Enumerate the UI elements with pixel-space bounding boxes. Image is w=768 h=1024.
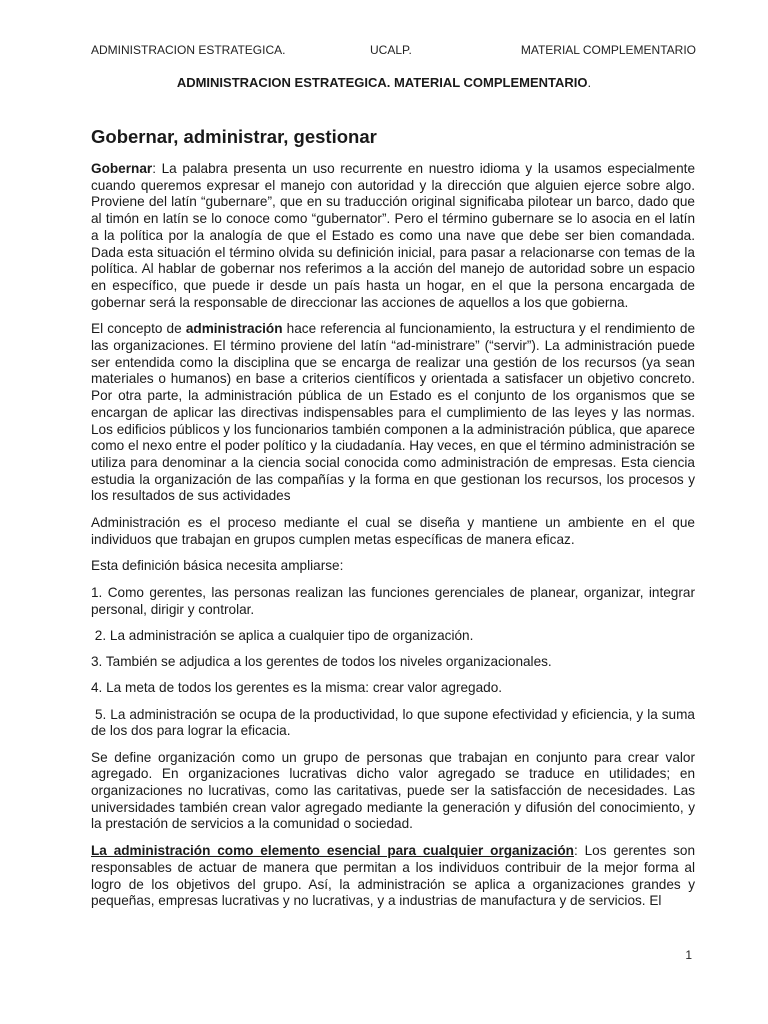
paragraph-organizacion: Se define organización como un grupo de personas que trabajan en conjunto para crear valor agregado. En organizaciones lucrativas dicho valor agregado se traduce en utilidades; en organizaciones no lucrativas, como las caritativas, puede ser la satisfacción de necesidades. Las universidades también crean valor agregado mediante la generación y difusión del conocimiento, y la prestación de servicios a la comunidad o sociedad. — [91, 749, 695, 832]
list-item-1: 1. Como gerentes, las personas realizan las funciones gerenciales de planear, organizar, integrar personal, dirigir y controlar. — [91, 585, 699, 617]
document-body — [91, 125, 699, 920]
header-center-text: UCALP. — [370, 43, 412, 57]
list-item-5: 5. La administración se ocupa de la productividad, lo que supone efectividad y eficiencia, y la suma de los dos para lograr la eficacia. — [91, 706, 699, 739]
paragraph-ampliarse: Esta definición básica necesita ampliarse: — [91, 558, 344, 574]
term-elemento-esencial: La administración como elemento esencial para cualquier organización — [91, 843, 574, 859]
header-right-text: MATERIAL COMPLEMENTARIO — [520, 43, 696, 57]
document-title-period: . — [587, 75, 592, 90]
paragraph-gobernar — [91, 161, 695, 311]
page-number: 1 — [685, 948, 692, 962]
paragraph-elemento-esencial-text: : Los gerentes son responsables de actuar de manera que permitan a los individuos contribuir de la mejor forma al logro de los objetivos del grupo. Así, la administración se aplica a organizaciones grandes y pequeñas, empresas lucrativas y no lucrativas, y a industrias de manufactura y de servicios. El — [91, 843, 696, 909]
list-item-2: 2. La administración se aplica a cualquier tipo de organización. — [91, 628, 474, 644]
list-item-4: 4. La meta de todos los gerentes es la misma: crear valor agregado. — [91, 680, 503, 696]
header-left-text: ADMINISTRACION ESTRATEGICA. — [91, 43, 286, 57]
section-heading: Gobernar, administrar, gestionar — [91, 126, 377, 147]
document-title — [0, 74, 768, 92]
paragraph-elemento-esencial — [91, 843, 695, 910]
paragraph-administracion-text: hace referencia al funcionamiento, la estructura y el rendimiento de las organizaciones. El término proviene del latín “ad-ministrare” (“servir”). La administración puede ser entendida como la disciplina que se encarga de realizar una gestión de los recursos (ya sean materiales o humanos) en base a criterios científicos y orientada a satisfacer un objetivo concreto. Por otra parte, la administración pública de un Estado es el conjunto de los organismos que se encargan de aplicar las directivas indispensables para el cumplimiento de las leyes y las normas. Los edificios públicos y los funcionarios también componen a la administración pública, que aparece como el nexo entre el poder político y la ciudadanía. Hay veces, en que el término administración se utiliza para denominar a la ciencia social conocida como administración de empresas. Esta ciencia estudia la organización de las compañías y la forma en que gestionan los recursos, los procesos y los resultados de sus actividades — [91, 321, 696, 504]
list-item-3: 3. También se adjudica a los gerentes de todos los niveles organizacionales. — [91, 654, 552, 670]
paragraph-proceso: Administración es el proceso mediante el cual se diseña y mantiene un ambiente en el que individuos que trabajan en grupos cumplen metas específicas de manera eficaz. — [91, 515, 695, 547]
term-gobernar: Gobernar — [91, 161, 153, 176]
document-title-text: ADMINISTRACION ESTRATEGICA. MATERIAL COMPLEMENTARIO — [176, 75, 588, 90]
paragraph-gobernar-text: : La palabra presenta un uso recurrente en nuestro idioma y la usamos especialmente cuando queremos expresar el manejo con autoridad y la dirección que alguien ejerce sobre algo. Proviene del latín “gubernare”, que en su traducción original significaba pilotear un barco, dado que al timón en latín se lo conoce como “gubernator”. Pero el término gubernare se lo asocia en el latín a la política por la analogía de que el Estado es como una nave que debe ser bien comandada. Dada esta situación el término olvida su definición inicial, para pasar a relacionarse con temas de la política. Al hablar de gobernar nos referimos a la acción del manejo de autoridad sobre un espacio en específico, que puede ir desde un país hasta un hogar, en el que la persona encargada de gobernar será la responsable de direccionar las acciones de aquellos a los que gobierna. — [91, 161, 695, 310]
paragraph-administracion — [91, 321, 695, 505]
paragraph-administracion-intro: El concepto de — [91, 321, 186, 337]
term-administracion: administración — [185, 321, 283, 337]
